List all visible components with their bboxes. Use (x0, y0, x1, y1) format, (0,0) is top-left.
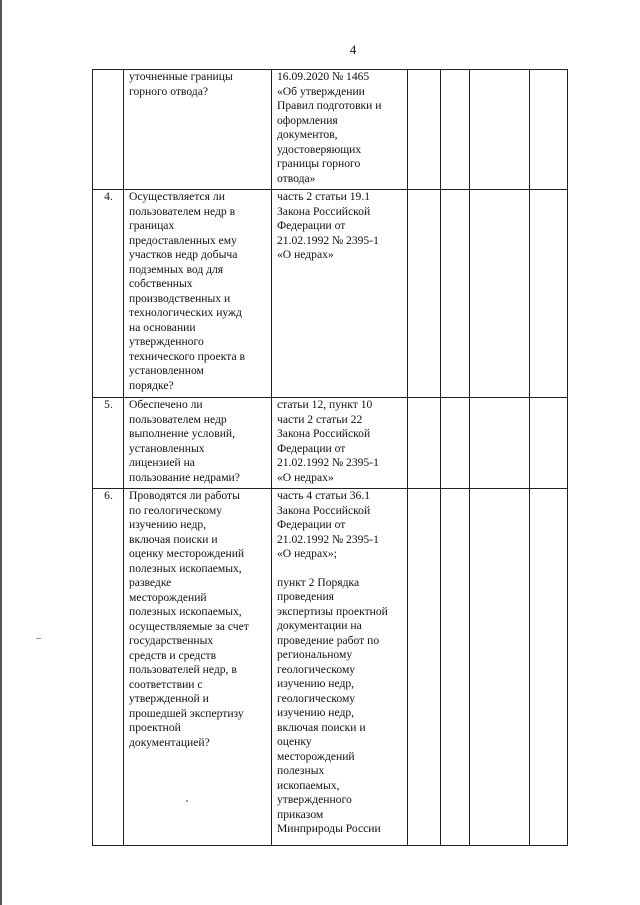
answer-cell[interactable] (408, 70, 441, 190)
answer-cell[interactable] (530, 70, 568, 190)
answer-cell[interactable] (408, 398, 441, 489)
table-row (93, 190, 568, 398)
table-row (93, 398, 568, 489)
answer-cell[interactable] (441, 398, 470, 489)
answer-cell[interactable] (530, 398, 568, 489)
answer-cell[interactable] (470, 190, 530, 398)
table-row (93, 489, 568, 846)
page-left-edge (0, 0, 2, 905)
checklist-table (92, 69, 568, 846)
page-number: 4 (349, 42, 357, 57)
row-number: 5. (93, 398, 124, 489)
answer-cell[interactable] (441, 70, 470, 190)
answer-cell[interactable] (441, 190, 470, 398)
reference-cell (272, 70, 408, 190)
reference-cell (272, 398, 408, 489)
reference-text: 16.09.2020 № 1465 «Об утверждении Правил подготовки и оформления документов, удостоверяющих границы горного отвода» (277, 70, 382, 185)
table-row (93, 70, 568, 190)
question-cell: уточненные границы горного отвода? (124, 70, 272, 190)
question-cell: Осуществляется ли пользователем недр в границах предоставленных ему участков недр добыча подземных вод для собственных производственных и технологических нужд на основании утвержденного технического проекта в установленном порядке? (124, 190, 272, 398)
answer-cell[interactable] (470, 489, 530, 846)
question-cell: Обеспечено ли пользователем недр выполнение условий, установленных лицензией на пользование недрами? (124, 398, 272, 489)
question-cell: Проводятся ли работы по геологическому изучению недр, включая поиски и оценку месторождений полезных ископаемых, разведке месторождений полезных ископаемых, осуществляемые за счет государственных средств и средств пользователей недр, в соответствии с утвержденной и прошедшей экспертизу проектной документацией? (124, 489, 272, 846)
answer-cell[interactable] (530, 190, 568, 398)
reference-text: часть 4 статьи 36.1 Закона Российской Федерации от 21.02.1992 № 2395-1 «О недрах»; (277, 489, 379, 560)
scan-artifact (186, 800, 188, 802)
answer-cell[interactable] (530, 489, 568, 846)
row-number: 6. (93, 489, 124, 846)
reference-text: пункт 2 Порядка проведения экспертизы проектной документации на проведение работ по региональному геологическому изучению недр, геологическому изучению недр, включая поиски и оценку месторождений полезных ископаемых, утвержденного приказом Минприроды России (277, 575, 388, 835)
reference-cell (272, 190, 408, 398)
paragraph-gap (277, 562, 403, 576)
row-number: 4. (93, 190, 124, 398)
scan-artifact (36, 638, 41, 639)
row-number (93, 70, 124, 190)
answer-cell[interactable] (441, 489, 470, 846)
reference-cell (272, 489, 408, 846)
answer-cell[interactable] (470, 70, 530, 190)
reference-text: статьи 12, пункт 10 части 2 статьи 22 Закона Российской Федерации от 21.02.1992 № 2395-1 «О недрах» (277, 398, 379, 484)
answer-cell[interactable] (470, 398, 530, 489)
answer-cell[interactable] (408, 489, 441, 846)
answer-cell[interactable] (408, 190, 441, 398)
reference-text: часть 2 статьи 19.1 Закона Российской Федерации от 21.02.1992 № 2395-1 «О недрах» (277, 190, 379, 261)
